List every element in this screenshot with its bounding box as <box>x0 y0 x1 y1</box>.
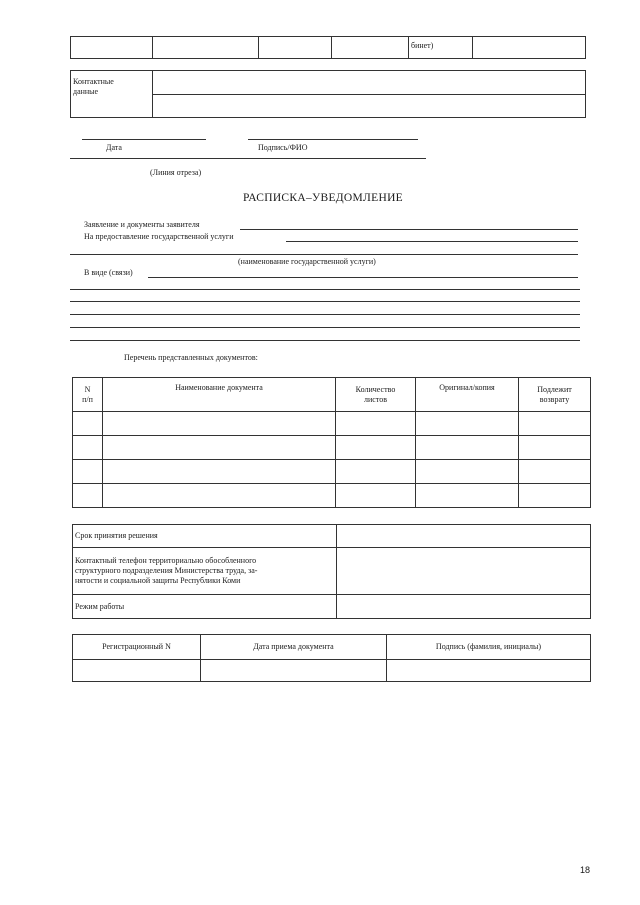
top-table-divider <box>472 36 473 58</box>
top-table-divider <box>70 36 71 58</box>
documents-table-header <box>73 378 591 412</box>
contacts-table-row-line <box>152 94 585 95</box>
page-title: РАСПИСКА–УВЕДОМЛЕНИЕ <box>243 192 404 204</box>
col-header-sheet-count: Количество листов <box>336 378 416 412</box>
table-row <box>73 412 591 436</box>
service-fill-line <box>286 241 578 242</box>
applicant-fill-line <box>240 229 578 230</box>
col-header-acceptance-date: Дата приема документа <box>201 635 387 660</box>
table-row <box>73 595 591 619</box>
documents-heading: Перечень представленных документов: <box>124 353 258 362</box>
table-row <box>73 525 591 548</box>
blank-line <box>70 327 580 328</box>
blank-line <box>70 301 580 302</box>
blank-line <box>70 340 580 341</box>
signature-long-line <box>70 158 426 159</box>
col-header-original-copy: Оригинал/копия <box>416 378 519 412</box>
in-form-fill-line <box>148 277 578 278</box>
contacts-label: Контактные данные <box>73 77 114 96</box>
cut-line-label: (Линия отреза) <box>150 168 202 177</box>
top-table-cell-text: бинет) <box>411 41 434 50</box>
col-header-number: N п/п <box>73 378 103 412</box>
top-table-divider <box>258 36 259 58</box>
documents-table <box>72 377 591 508</box>
info-table <box>72 524 591 619</box>
registration-table-header <box>73 635 591 660</box>
applicant-label: Заявление и документы заявителя <box>84 220 200 229</box>
work-mode-label: Режим работы <box>73 595 337 619</box>
top-table-bottom-border <box>70 58 586 59</box>
top-table-divider <box>331 36 332 58</box>
contact-phone-label: Контактный телефон территориально обособленного структурного подразделения Министерства труда, за- нятости и социальной защиты Республики Коми <box>73 548 337 595</box>
col-header-document-name: Наименование документа <box>103 378 336 412</box>
blank-line <box>70 314 580 315</box>
date-label: Дата <box>106 143 122 152</box>
col-header-signature: Подпись (фамилия, инициалы) <box>387 635 591 660</box>
in-form-label: В виде (связи) <box>84 268 133 277</box>
col-header-return: Подлежит возврату <box>519 378 591 412</box>
col-header-registration-number: Регистрационный N <box>73 635 201 660</box>
decision-term-label: Срок принятия решения <box>73 525 337 548</box>
page-number: 18 <box>580 865 591 875</box>
service-caption: (наименование государственной услуги) <box>238 257 376 266</box>
registration-table <box>72 634 591 682</box>
table-row <box>73 660 591 682</box>
signature-short-line <box>82 139 206 140</box>
table-row <box>73 548 591 595</box>
table-row <box>73 484 591 508</box>
blank-line <box>70 289 580 290</box>
top-table-divider <box>152 36 153 58</box>
table-row <box>73 460 591 484</box>
signature-label: Подпись/ФИО <box>258 143 308 152</box>
service-name-line <box>70 254 578 255</box>
table-row <box>73 436 591 460</box>
top-table-top-border <box>70 36 586 37</box>
top-table-divider <box>408 36 409 58</box>
top-table-divider <box>585 36 586 58</box>
signature-short-line <box>248 139 418 140</box>
service-label: На предоставление государственной услуги <box>84 232 234 241</box>
